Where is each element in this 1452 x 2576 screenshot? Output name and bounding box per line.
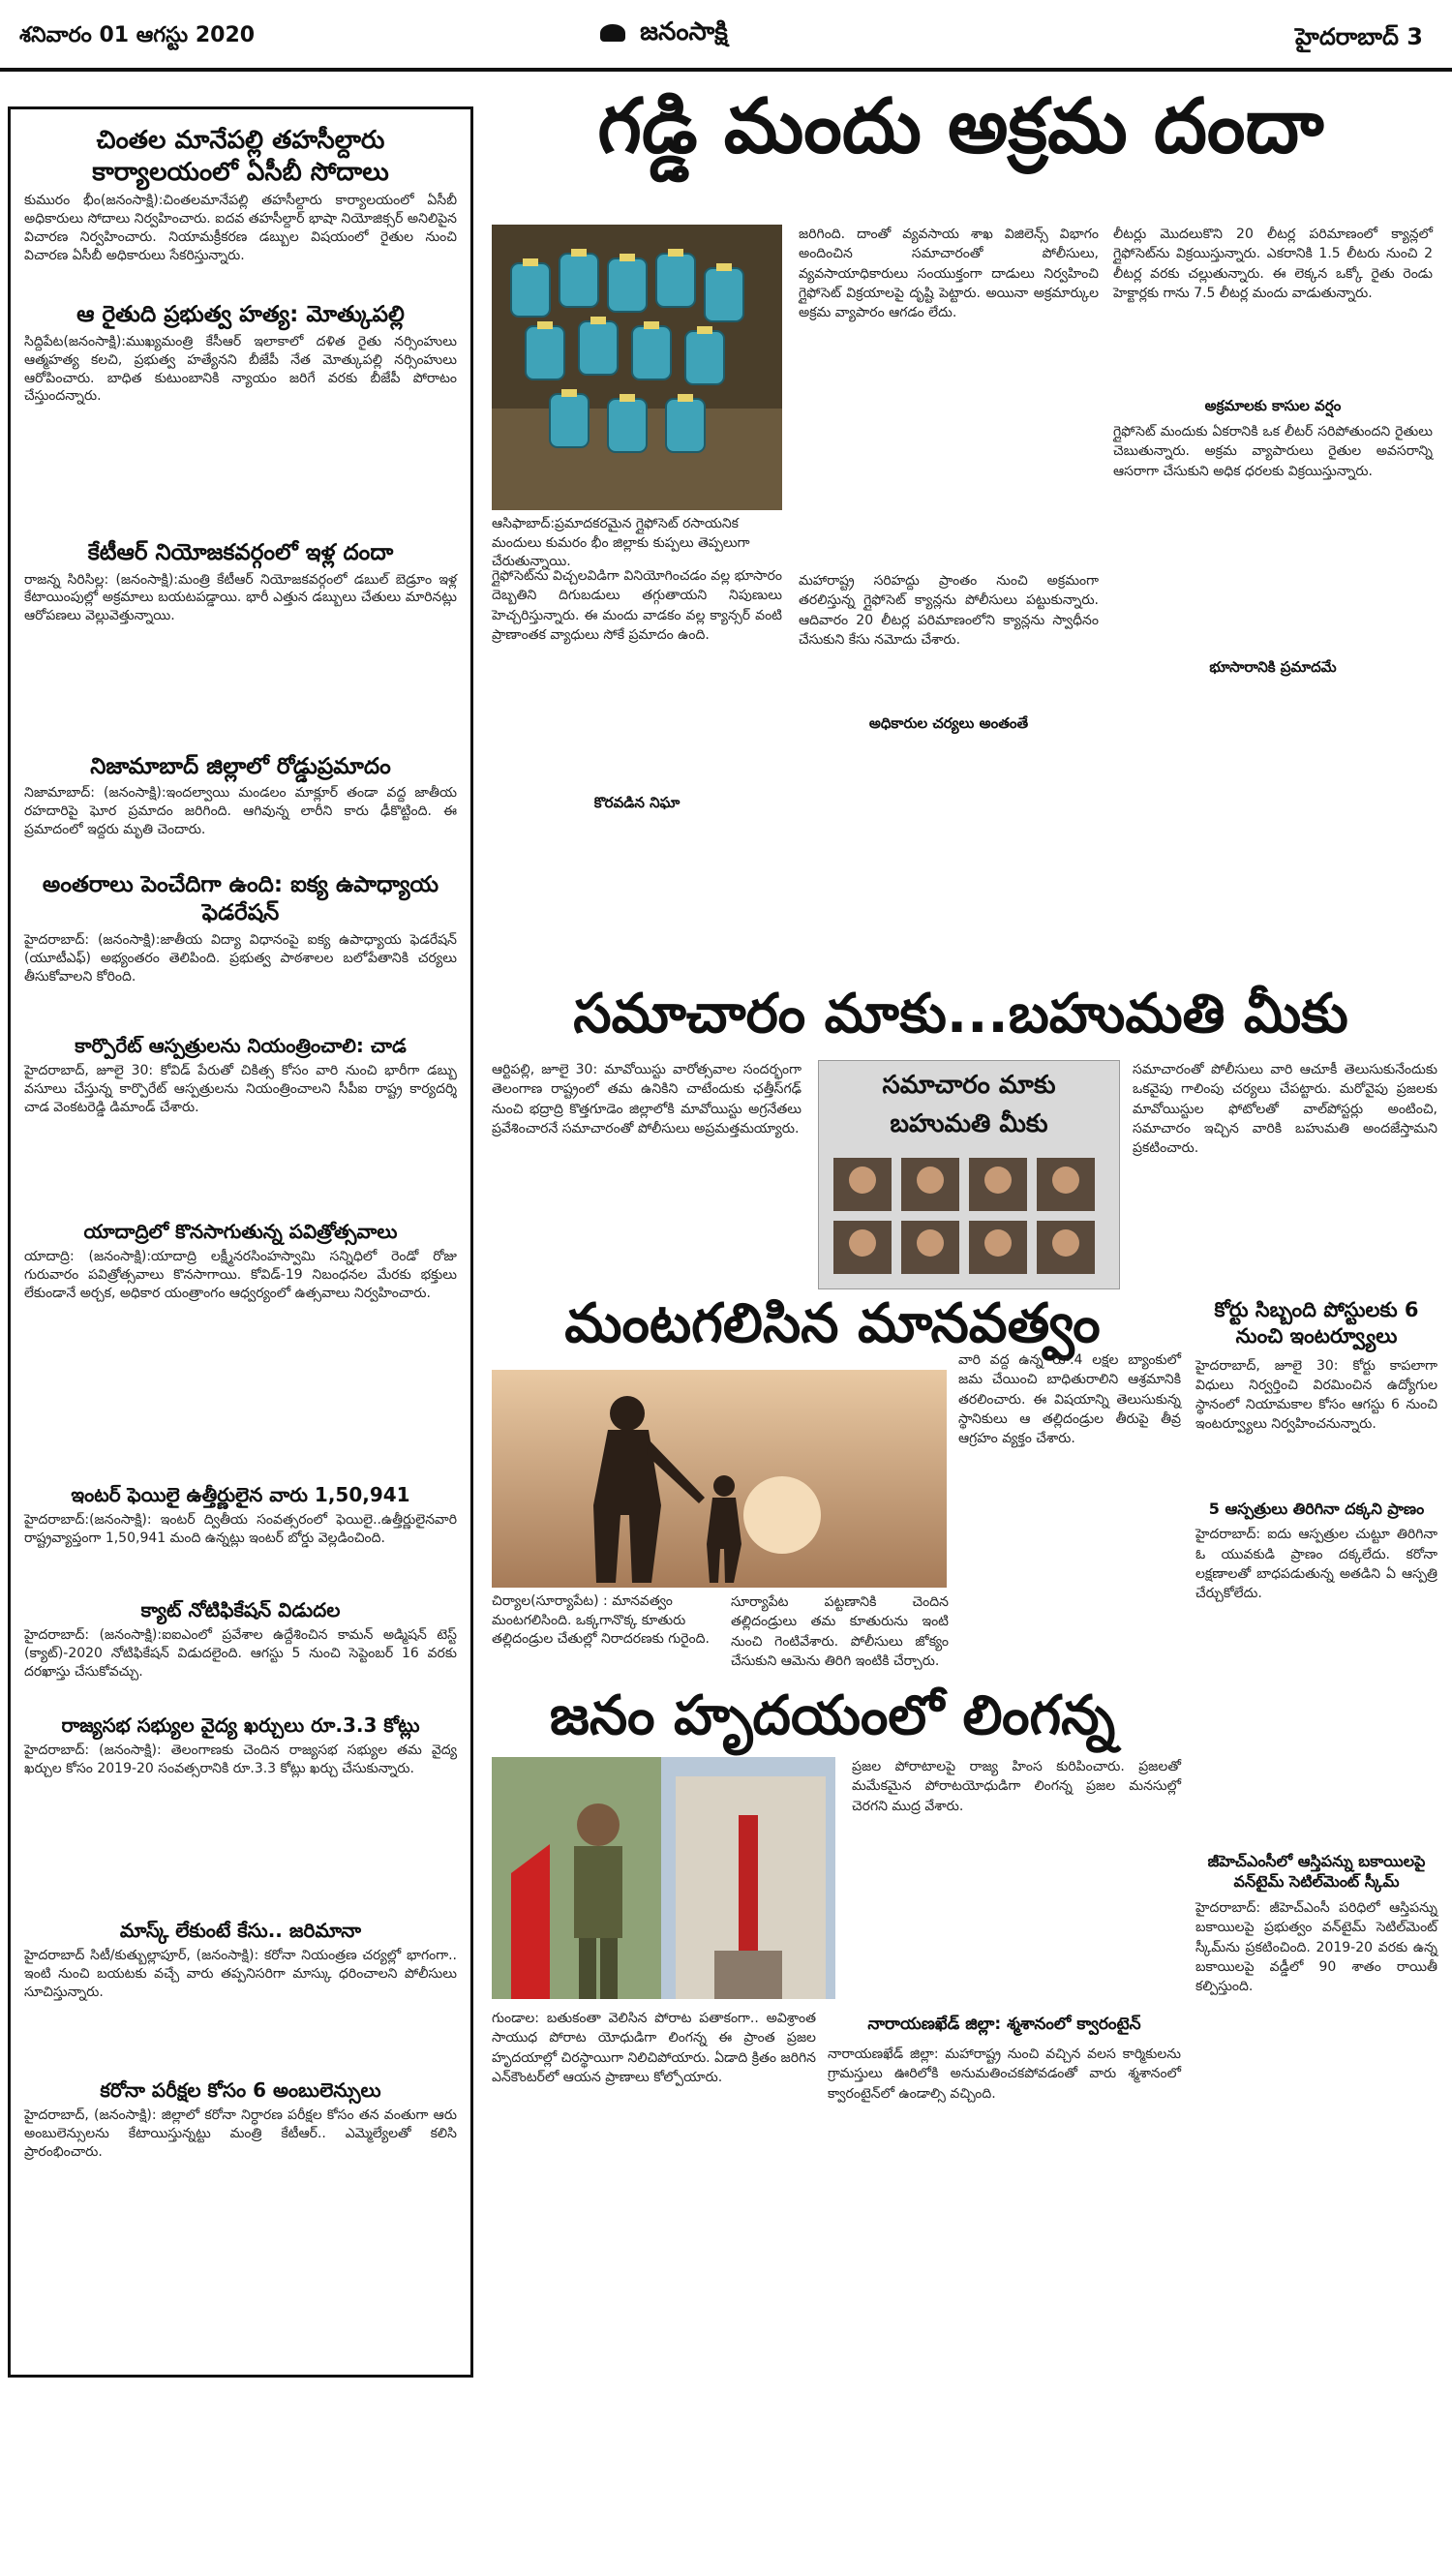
brief-body: కుమురం భీం(జనంసాక్షి):చింతలమానేపల్లి తహసీల్దారు కార్యాలయంలో ఏసీబీ అధికారులు సోదాలు నిర్వహించారు. ఐదవ తహసీల్దార్ భాషా నియోజిక్సర్ అనిలిపైన విచారణ నిర్వహించారు. నియామక్రీకరణ డబ్బుల విషయంలో రైతుల నుంచి విచారణ ఏసీబీ అధికారులు సేకరిస్తున్నారు. [24, 193, 457, 263]
brief-story [24, 1220, 457, 1475]
brief-story [24, 1919, 457, 2071]
city-name: హైదరాబాద్ [1295, 23, 1399, 50]
brief-story [24, 125, 457, 293]
linganna-photo [492, 1757, 835, 1999]
brief-story [24, 1034, 457, 1212]
lead-subhead: అధికారుల చర్యలు అంతంతే [868, 714, 1029, 732]
brief-story [24, 301, 457, 531]
brief-headline: రాజ్యసభ సభ్యుల వైద్య ఖర్చులు రూ.3.3 కోట్లు [61, 1712, 420, 1737]
side-headline: జీహెచ్ఎంసీలో ఆస్తిపన్ను బకాయిలపై వన్‌టైమ్ సెటిల్‌మెంట్ స్కీమ్ [1207, 1852, 1426, 1892]
brief-headline: మాస్క్ లేకుంటే కేసు.. జరిమానా [119, 1918, 362, 1942]
brief-body: హైదరాబాద్, జూలై 30: కోవిడ్ పేరుతో చికిత్స కోసం వారి నుంచి భారీగా డబ్బు వసూలు చేస్తున్న కార్పొరేట్ ఆస్పత్రులను నియంత్రించాలని సీపీఐ రాష్ట్ర కార్యదర్శి చాడ వెంకటరెడ్డి డిమాండ్ చేశారు. [24, 1062, 457, 1115]
humanity-story-column: వారి వద్ద ఉన్న రూ.4 లక్షల బ్యాంకులో జమ చేయించి బాధితురాలిని ఆశ్రమానికి తరలించారు. ఈ విషయాన్ని తెలుసుకున్న స్థానికులు ఆ తల్లిదండ్రుల తీరుపై తీవ్ర ఆగ్రహం వ్యక్తం చేశారు. [958, 1352, 1181, 1447]
brief-body: హైదరాబాద్:(జనంసాక్షి): ఇంటర్ ద్వితీయ సంవత్సరంలో ఫెయిలై..ఉత్తీర్ణులైనవారి రాష్ట్రవ్యాప్తంగా 1,50,941 మంది ఉన్నట్లు ఇంటర్ బోర్డు వెల్లడించింది. [24, 1511, 457, 1546]
brief-story [24, 871, 457, 1026]
brief-headline: కేటీఆర్ నియోజకవర్గంలో ఇళ్ల దందా [87, 539, 394, 565]
poster-line-1: సమాచారం మాకు [882, 1071, 1056, 1100]
maoist-story-column: సమాచారంతో పోలీసులు వారి ఆచూకీ తెలుసుకునేందుకు ఒకవైపు గాలింపు చర్యలు చేపట్టారు. మరోవైపు ప్రజలకు మావోయిస్టుల ఫోటోలతో వాల్‌పోస్టర్లు అంటించి, సమాచారం ఇచ్చిన వారికి బహుమతి అందజేస్తామని ప్రకటించారు. [1133, 1062, 1437, 1157]
glyphosate-cans-photo [492, 225, 782, 510]
maoist-story-column: ఆర్టిపల్లి, జూలై 30: మావోయిస్టు వారోత్సవాల సందర్భంగా తెలంగాణ రాష్ట్రంలో తమ ఉనికిని చాటేందుకు ఛత్తీస్‌గఢ్ నుంచి భద్రాద్రి కొత్తగూడెం జిల్లాలోకి మావోయిస్టు అగ్రనేతలు ప్రవేశించారనే సమాచారంతో పోలీసులు అప్రమత్తమయ్యారు. [492, 1062, 802, 1136]
brief-headline: కరోనా పరీక్షల కోసం 6 అంబులెన్సులు [100, 2077, 381, 2102]
linganna-story-column: ప్రజల పోరాటాలపై రాజ్య హింస కురిపించారు. ప్రజలతో మమేకమైన పోరాటయోధుడిగా లింగన్న ప్రజల మనసుల్లో చెరగని ముద్ర వేశారు. [852, 1759, 1181, 1814]
side-headline: కోర్టు సిబ్బంది పోస్టులకు 6 నుంచి ఇంటర్వ్యూలు [1214, 1298, 1419, 1349]
brief-headline: యాదాద్రిలో కొనసాగుతున్న పవిత్రోత్సవాలు [83, 1219, 398, 1243]
page-city [1295, 23, 1423, 56]
lead-subhead: అక్రమాలకు కాసుల వర్షం [1204, 397, 1342, 414]
humanity-headline: మంటగలిసిన మానవత్వం [564, 1292, 1101, 1355]
brief-body: యాదాద్రి: (జనంసాక్షి):యాదాద్రి లక్ష్మీనరసింహస్వామి సన్నిధిలో రెండో రోజు గురువారం పవిత్రోత్సవాలు కొనసాగాయి. కోవిడ్-19 నిబంధనల మేరకు భక్తులు లేకుండానే అర్చక, అధికార యంత్రాంగం ఆధ్వర్యంలో ఉత్సవాలు నిర్వహించారు. [24, 1248, 457, 1301]
issue-date: శనివారం 01 ఆగస్టు 2020 [19, 23, 256, 47]
masthead [600, 17, 728, 52]
masthead-logo-icon [600, 24, 625, 42]
brief-headline: అంతరాలు పెంచేదిగా ఉంది: ఐక్య ఉపాధ్యాయ ఫెడరేషన్ [42, 872, 439, 925]
page-header [0, 0, 1452, 77]
brief-body: హైదరాబాద్: (జనంసాక్షి):ఐఐఎంలో ప్రవేశాల ఉద్దేశించిన కామన్ అడ్మిషన్ టెస్ట్ (క్యాట్)-2020 నోటిఫికేషన్ విడుదలైంది. ఆగస్టు 5 నుంచి సెప్టెంబర్ 16 వరకు దరఖాస్తు చేసుకోవచ్చు. [24, 1626, 457, 1680]
brief-body: హైదరాబాద్: (జనంసాక్షి):జాతీయ విద్యా విధానంపై ఐక్య ఉపాధ్యాయ ఫెడరేషన్ (యూటీఎఫ్) అభ్యంతరం తెలిపింది. ప్రభుత్వ పాఠశాలల బలోపేతానికి చర్యలు తీసుకోవాలని కోరింది. [24, 931, 457, 985]
lead-story-column: గ్లైఫోసెట్ మందుకు ఏకరానికి ఒక లీటర్ సరిపోతుందని రైతులు చెబుతున్నారు. అక్రమ వ్యాపారులు రైతుల అవసరాన్ని ఆసరాగా చేసుకుని అధిక ధరలకు విక్రయిస్తున్నారు. [1113, 424, 1433, 479]
brief-story [24, 1713, 457, 1911]
brief-story [24, 1598, 457, 1706]
brief-body: రాజన్న సిరిసిల్ల: (జనంసాక్షి):మంత్రి కేటీఆర్ నియోజకవర్గంలో డబుల్ బెడ్రూం ఇళ్ల కేటాయింపుల్లో అక్రమాలు బయటపడ్డాయి. భారీ ఎత్తున డబ్బులు చేతులు మారినట్లు ఆరోపణలు వెల్లువెత్తున్నాయి. [24, 571, 457, 624]
cans-illustration [492, 225, 782, 510]
header-rule [0, 68, 1452, 72]
lead-story-column: లీటర్లు మొదలుకొని 20 లీటర్ల పరిమాణంలో క్యాన్లలో గ్లైఫోసెట్‌ను విక్రయిస్తున్నారు. ఎకరానికి 1.5 లీటరు నుంచి 2 లీటర్ల వరకు చల్లుతున్నారు. ఈ లెక్కన ఒక్కో రైతు రెండు హెక్టార్లకు గాను 7.5 లీటర్ల మందు వాడుతున్నారు. [1113, 227, 1433, 301]
brief-headline: నిజామాబాద్ జిల్లాలో రోడ్డుప్రమాదం [90, 753, 391, 779]
lead-story-column: గ్లైఫోసెట్‌ను విచ్చలవిడిగా వినియోగించడం వల్ల భూసారం దెబ్బతిని దిగుబడులు తగ్గుతాయని నిపుణులు హెచ్చరిస్తున్నారు. ఈ మందు వాడకం వల్ల క్యాన్సర్ వంటి ప్రాణాంతక వ్యాధులు సోకే ప్రమాదం ఉంది. [492, 568, 782, 643]
silhouette-illustration [492, 1370, 947, 1588]
lead-story-column: జరిగింది. దాంతో వ్యవసాయ శాఖ విజిలెన్స్ విభాగం అందించిన సమాచారంతో పోలీసులు, వ్యవసాయాధికారులు సంయుక్తంగా దాడులు నిర్వహించి గ్లైఫోసెట్ విక్రయాలపై దృష్టి పెట్టారు. అయినా అక్రమార్కుల అక్రమ వ్యాపారం ఆగడం లేదు. [799, 227, 1099, 321]
brief-story [24, 753, 457, 864]
brief-body: హైదరాబాద్, (జనంసాక్షి): జిల్లాలో కరోనా నిర్ధారణ పరీక్షల కోసం తన వంతుగా ఆరు అంబులెన్సులను కేటాయిస్తున్నట్టు మంత్రి కేటీఆర్.. ఎమ్మెల్యేలతో కలిసి ప్రారంభించారు. [24, 2106, 457, 2160]
side-story-body: హైదరాబాద్, జూలై 30: కోర్టు కాపలాగా విధులు నిర్వర్తించి విరమించిన ఉద్యోగుల స్థానంలో నియామకాల కోసం ఆగస్టు 6 నుంచి ఇంటర్వ్యూలు నిర్వహించనున్నారు. [1195, 1357, 1437, 1433]
brief-body: హైదరాబాద్ సిటీ/కుత్బుల్లాపూర్, (జనంసాక్షి): కరోనా నియంత్రణ చర్యల్లో భాగంగా.. ఇంటి నుంచి బయటకు వచ్చే వారు తప్పనిసరిగా మాస్కు ధరించాలని పోలీసులు సూచిస్తున్నారు. [24, 1947, 457, 2000]
brief-story [24, 1483, 457, 1591]
side-headline: 5 ఆస్పత్రులు తిరిగినా దక్కని ప్రాణం [1208, 1499, 1425, 1518]
brief-story [24, 2078, 457, 2213]
humanity-story-column: సూర్యాపేట పట్టణానికి చెందిన తల్లిదండ్రులు తమ కూతురును ఇంటి నుంచి గెంటివేశారు. పోలీసులు జోక్యం చేసుకుని ఆమెను తిరిగి ఇంటికి చేర్చారు. [731, 1594, 949, 1669]
brief-body: సిద్దిపేట(జనంసాక్షి):ముఖ్యమంత్రి కేసీఆర్ ఇలాకాలో దళిత రైతు నర్సింహులు ఆత్మహత్య కలచి, ప్రభుత్వ హత్యేనని బీజేపీ నేత మోత్కుపల్లి నర్సింహులు ఆరోపించారు. బాధిత కుటుంబానికి న్యాయం జరిగే వరకు బీజేపీ పోరాటం చేస్తుందన్నారు. [24, 333, 457, 405]
maoist-wanted-poster [818, 1060, 1120, 1289]
linganna-illustration [492, 1757, 835, 1999]
maoist-headline: సమాచారం మాకు...బహుమతి మీకు [573, 983, 1348, 1046]
poster-faces-icon [829, 1153, 1109, 1279]
brief-headline: కార్పొరేట్ ఆస్పత్రులను నియంత్రించాలి: చాడ [75, 1033, 407, 1057]
lead-subhead: కొరవడిన నిఘా [593, 794, 681, 811]
brief-body: నిజామాబాద్: (జనంసాక్షి):ఇందల్వాయి మండలం మాక్లూర్ తండా వద్ద జాతీయ రహదారిపై ఘోర ప్రమాదం జరిగింది. ఆగివున్న లారీని కారు ఢీకొట్టింది. ఈ ప్రమాదంలో ఇద్దరు మృతి చెందారు. [24, 785, 457, 838]
brief-body: హైదరాబాద్: (జనంసాక్షి): తెలంగాణకు చెందిన రాజ్యసభ సభ్యుల తమ వైద్య ఖర్చుల కోసం 2019-20 సంవత్సరానికి రూ.3.3 కోట్లు ఖర్చు చేసుకున్నారు. [24, 1742, 457, 1776]
brief-story [24, 539, 457, 745]
lead-subhead: భూసారానికి ప్రమాదమే [1209, 658, 1337, 676]
masthead-title: జనంసాక్షి [640, 17, 728, 46]
page-number: 3 [1407, 23, 1423, 50]
quarantine-story-body: నారాయణఖేడ్ జిల్లా: మహారాష్ట్ర నుంచి వచ్చిన వలస కార్మికులను గ్రామస్తులు ఊరిలోకి అనుమతించకపోవడంతో వారు శ్మశానంలో క్వారంటైన్‌లో ఉండాల్సి వచ్చింది. [828, 2046, 1181, 2102]
brief-headline: క్యాట్ నోటిఫికేషన్ విడుదల [140, 1597, 341, 1621]
side-story-body: హైదరాబాద్: ఐదు ఆస్పత్రుల చుట్టూ తిరిగినా ఓ యువకుడి ప్రాణం దక్కలేదు. కరోనా లక్షణాలతో బాధపడుతున్న అతడిని ఏ ఆస్పత్రి చేర్చుకోలేదు. [1195, 1527, 1437, 1602]
lead-headline: గడ్డి మందు అక్రమ దందా [597, 83, 1324, 170]
father-daughter-photo [492, 1370, 947, 1588]
linganna-headline: జనం హృదయంలో లింగన్న [549, 1684, 1116, 1747]
quarantine-headline: నారాయణఖేడ్ జిల్లా: శ్మశానంలో క్వారంటైన్ [867, 2015, 1141, 2034]
side-stories [1195, 1297, 1437, 2576]
humanity-photo-caption: చిర్యాల(సూర్యాపేట) : మానవత్వం మంటగలిసింది. ఒక్కగానొక్క కూతురు తల్లిదండ్రుల చేతుల్లో నిరాదరణకు గురైంది. [492, 1593, 710, 1648]
brief-headline: ఇంటర్ ఫెయిలై ఉత్తీర్ణులైన వారు 1,50,941 [71, 1482, 410, 1506]
side-story-body: హైదరాబాద్: జీహెచ్ఎంసీ పరిధిలో ఆస్తిపన్ను బకాయిలపై ప్రభుత్వం వన్‌టైమ్ సెటిల్‌మెంట్ స్కీమ్‌ను ప్రకటించింది. 2019-20 వరకు ఉన్న బకాయిలపై వడ్డీలో 90 శాతం రాయితీ కల్పిస్తుంది. [1195, 1899, 1437, 1995]
brief-headline: ఆ రైతుది ప్రభుత్వ హత్య: మోత్కుపల్లి [76, 302, 405, 327]
left-column-stories [24, 117, 457, 2219]
glyphosate-photo-caption: ఆసిఫాబాద్:ప్రమాదకరమైన గ్లైఫోసెట్ రసాయనిక మందులు కుమరం భీం జిల్లాకు కుప్పలు తెప్పలుగా చేరుతున్నాయి. [492, 516, 750, 570]
linganna-story-column: గుండాల: బతుకంతా వెలిసిన పోరాట పతాకంగా.. అవిశ్రాంత సాయుధ పోరాట యోధుడిగా లింగన్న ఈ ప్రాంత ప్రజల హృదయాల్లో చిరస్థాయిగా నిలిచిపోయారు. ఏడాది క్రితం జరిగిన ఎన్‌కౌంటర్‌లో ఆయన ప్రాణాలు కోల్పోయారు. [492, 2011, 816, 2085]
brief-headline: చింతల మానేపల్లి తహసీల్దారు కార్యాలయంలో ఏసీబీ సోదాలు [92, 126, 389, 187]
lead-story-column: మహారాష్ట్ర సరిహద్దు ప్రాంతం నుంచి అక్రమంగా తరలిస్తున్న గ్లైఫోసెట్ క్యాన్లను పోలీసులు పట్టుకున్నారు. ఆదివారం 20 లీటర్ల పరిమాణంలోని క్యాన్లను స్వాధీనం చేసుకుని కేసు నమోదు చేశారు. [799, 573, 1099, 648]
poster-line-2: బహుమతి మీకు [890, 1109, 1048, 1138]
left-news-column [8, 106, 473, 2378]
